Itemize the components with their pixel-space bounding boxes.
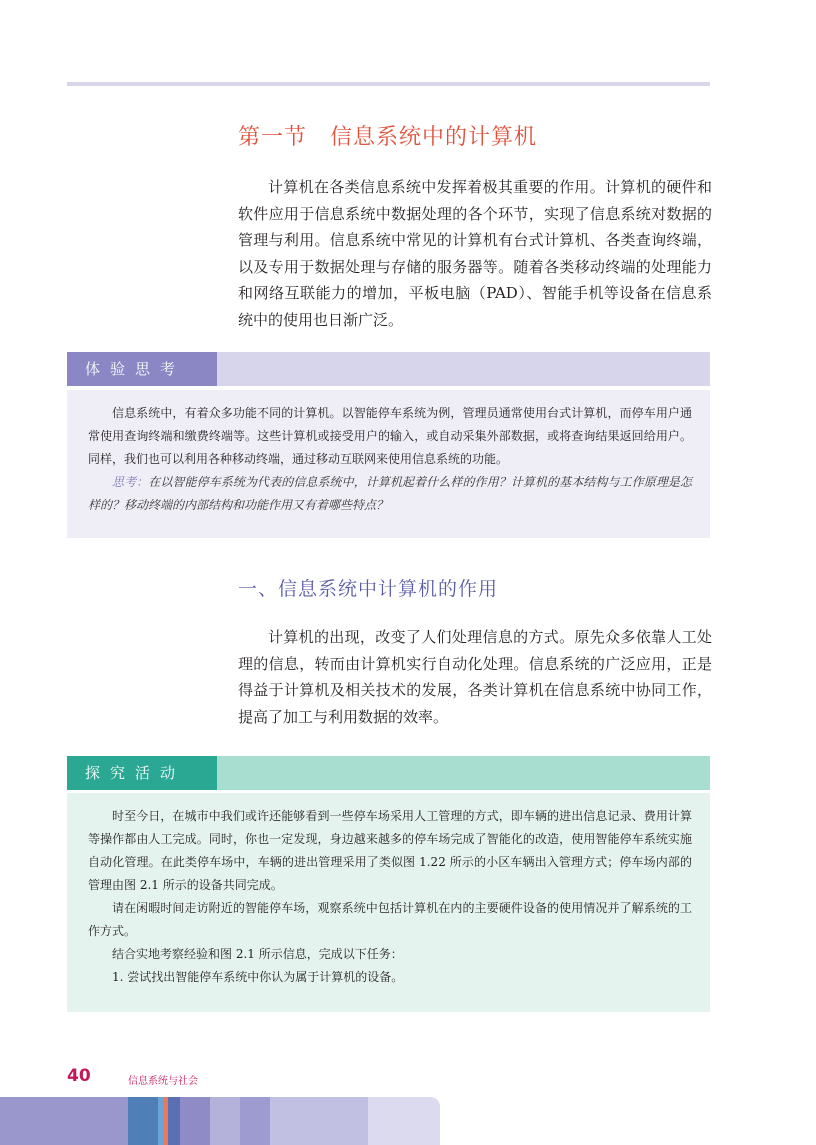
explore-paragraph: 时至今日，在城市中我们或许还能够看到一些停车场采用人工管理的方式，即车辆的进出信息记录、费用计算等操作都由人工完成。同时，你也一定发现，身边越来越多的停车场完成了智能化的改造，使用智能停车系统实施自动化管理。在此类停车场中，车辆的进出管理采用了类似图 1.22 所示的小区车辆出入管理方式；停车场内部的管理由图 2.1 所示的设备共同完成。 [88, 809, 692, 892]
footer-decorative-band [0, 1097, 440, 1145]
explore-box-band [217, 756, 710, 790]
experience-box-body [67, 390, 710, 538]
think-label: 思考： [112, 475, 149, 489]
experience-box-header [67, 352, 710, 386]
explore-box-tab: 探究活动 [67, 756, 217, 790]
experience-paragraph: 信息系统中，有着众多功能不同的计算机。以智能停车系统为例，管理员通常使用台式计算机，而停车用户通常使用查询终端和缴费终端等。这些计算机或接受用户的输入，或自动采集外部数据，或将查询结果返回给用户。同样，我们也可以利用各种移动终端，通过移动互联网来使用信息系统的功能。 [88, 406, 692, 466]
page-number: 40 [67, 1066, 91, 1086]
think-question [88, 471, 692, 517]
think-text: 在以智能停车系统为代表的信息系统中，计算机起着什么样的作用？计算机的基本结构与工作原理是怎样的？移动终端的内部结构和功能作用又有着哪些特点？ [88, 475, 692, 512]
experience-box-band [217, 352, 710, 386]
explore-paragraph: 请在闲暇时间走访附近的智能停车场，观察系统中包括计算机在内的主要硬件设备的使用情况并了解系统的工作方式。 [88, 901, 692, 938]
explore-box-body [67, 793, 710, 1012]
book-title: 信息系统与社会 [128, 1076, 198, 1087]
intro-paragraph: 计算机在各类信息系统中发挥着极其重要的作用。计算机的硬件和软件应用于信息系统中数据处理的各个环节，实现了信息系统对数据的管理与利用。信息系统中常见的计算机有台式计算机、各类查询终端，以及专用于数据处理与存储的服务器等。随着各类移动终端的处理能力和网络互联能力的增加，平板电脑（PAD）、智能手机等设备在信息系统中的使用也日渐广泛。 [238, 178, 712, 329]
explore-box-header [67, 756, 710, 790]
subsection-title: 一、信息系统中计算机的作用 [238, 578, 499, 600]
explore-task-item: 1. 尝试找出智能停车系统中你认为属于计算机的设备。 [112, 970, 404, 984]
subsection-paragraph: 计算机的出现，改变了人们处理信息的方式。原先众多依靠人工处理的信息，转而由计算机实行自动化处理。信息系统的广泛应用，正是得益于计算机及相关技术的发展，各类计算机在信息系统中协同工作，提高了加工与利用数据的效率。 [238, 628, 712, 726]
top-rule [67, 82, 710, 86]
explore-paragraph: 结合实地考察经验和图 2.1 所示信息，完成以下任务： [112, 947, 403, 961]
experience-box-tab: 体验思考 [67, 352, 217, 386]
section-title: 第一节 信息系统中的计算机 [238, 125, 538, 150]
